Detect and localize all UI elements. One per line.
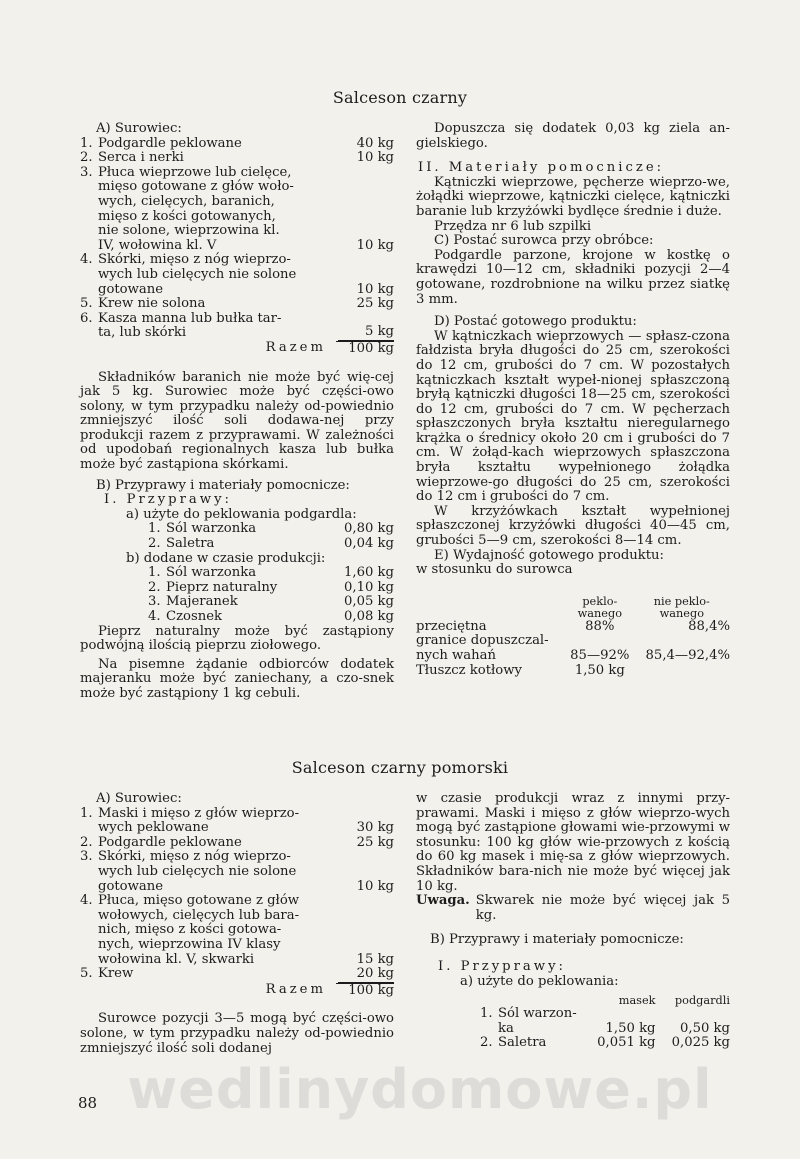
item-number: 3. <box>148 594 161 610</box>
table-cell: 0,025 kg <box>671 1035 730 1051</box>
section-title: Salceson czarny <box>332 88 468 107</box>
item-text <box>98 253 338 297</box>
item-text <box>98 967 338 982</box>
item-line: Maski i mięso z głów wieprzo- <box>98 805 300 821</box>
przyprawy-heading: B) Przyprawy i materiały pomocnicze: <box>430 932 684 948</box>
spice-item <box>80 610 394 625</box>
item-text <box>98 297 338 312</box>
table-cell: 0,50 kg <box>680 1020 730 1036</box>
spice-item <box>80 537 394 552</box>
item-number: 4. <box>80 252 93 268</box>
razem-row <box>80 341 394 357</box>
item-text <box>98 836 338 851</box>
item-line: Podgardle peklowane <box>98 135 242 151</box>
item-value: 15 kg <box>356 951 394 967</box>
item-value: 10 kg <box>356 237 394 253</box>
paragraph: Kątniczki wieprzowe, pęcherze wieprzo-we, żołądki wieprzowe, kątniczki cielęce, kątniczki baranie lub krzyżówki bydlęce średnie i duże. <box>416 174 730 219</box>
item-line: Płuca, mięso gotowane z głów <box>98 893 300 909</box>
column-header: masek <box>618 994 656 1008</box>
table-cell <box>634 664 730 679</box>
column-header: nie peklo- wanego <box>653 594 710 620</box>
item-line: wych lub cielęcych nie solone <box>98 863 297 879</box>
paragraph: W kątniczkach wieprzowych — spłasz-czona fałdzista bryła długości do 25 cm, szerokości do 12 cm, grubości do 7 cm. W pozostałych kątniczkach kształt wypeł-nionej spłaszczoną bryłą kątniczki długości 18—25 cm, szerokości do 12 cm, grubości do 7 cm. W pęcherzach spłaszczonych bryła kształtu nieregularnego krążka o średnicy około 20 cm i grubości do 7 cm. W żołąd-kach wieprzowych spłaszczona bryła kształtu wypełnionego żołądka wieprzowe-go długości do 25 cm, szerokości do 12 cm i grubości do 7 cm. <box>416 328 730 505</box>
item-value: 20 kg <box>338 967 394 983</box>
item-number: 5. <box>80 296 93 312</box>
item-number: 2. <box>80 150 93 166</box>
item-text <box>98 137 338 152</box>
item-number: 6. <box>80 310 93 326</box>
item-text: Saletra <box>166 536 215 552</box>
item-line: IV, wołowina kl. V <box>98 237 217 253</box>
przyprawy-subheading: I. Przyprawy: <box>104 492 232 508</box>
item-line: nich, mięso z kości gotowa- <box>98 922 282 938</box>
item-number: 1. <box>148 521 161 537</box>
column-header: podgardli <box>674 994 730 1008</box>
item-value: 10 kg <box>356 150 394 166</box>
item-value: 5 kg <box>338 325 394 341</box>
item-line: Płuca wieprzowe lub cielęce, <box>98 164 292 180</box>
item-text <box>98 166 338 254</box>
item-text <box>98 312 338 341</box>
table-row <box>416 620 730 635</box>
section1-right-column <box>416 122 730 678</box>
table-cell: 88% <box>585 618 615 634</box>
item-number: 2. <box>480 1035 493 1051</box>
item-line: mięso z kości gotowanych, <box>98 208 276 224</box>
list-item <box>80 850 394 894</box>
paragraph: Pieprz naturalny może być zastąpiony podwójną ilością pieprzu ziołowego. <box>80 623 394 654</box>
peklowanie-subheading: a) użyte do peklowania: <box>460 973 619 989</box>
uwaga-label: Uwaga. <box>416 893 470 909</box>
item-number: 1. <box>148 565 161 581</box>
materialy-heading: II. Materiały pomocnicze: <box>418 160 665 176</box>
table-row <box>416 664 730 679</box>
surowiec-heading: A) Surowiec: <box>96 791 182 806</box>
section2-left-column <box>80 792 394 1056</box>
table-cell: 1,50 kg <box>574 662 625 678</box>
page-number: 88 <box>78 1094 98 1112</box>
item-value: 40 kg <box>356 135 394 151</box>
przyprawy-subheading: I. Przyprawy: <box>438 958 566 974</box>
item-number: 3. <box>80 164 93 180</box>
item-value: 0,04 kg <box>344 536 394 552</box>
paragraph: Surowce pozycji 3—5 mogą być części-owo solone, w tym przypadku należy od-powiednio zmniejszyć ilość soli dodanej <box>80 1011 394 1056</box>
item-line: Krew <box>98 966 134 982</box>
wydajnosc-subheading: w stosunku do surowca <box>416 562 573 578</box>
item-value: 10 kg <box>356 878 394 894</box>
list-item <box>80 151 394 166</box>
item-number: 2. <box>148 579 161 595</box>
item-number: 5. <box>80 966 93 982</box>
item-value: 30 kg <box>356 820 394 836</box>
list-item <box>80 253 394 297</box>
item-line: Podgardle peklowane <box>98 834 242 850</box>
spice-table <box>416 995 730 1051</box>
spice-item <box>80 522 394 537</box>
spice-item <box>80 581 394 596</box>
paragraph: Podgardle parzone, krojone w kostkę o krawędzi 10—12 cm, składniki pozycji 2—4 gotowane, rozdrobnione na wilku przez siatkę 3 mm. <box>416 247 730 307</box>
item-line: Kasza manna lub bułka tar- <box>98 310 282 326</box>
watermark: wedlinydomowe.pl <box>127 1058 713 1121</box>
table-cell: przeciętna <box>416 618 487 634</box>
wydajnosc-heading: E) Wydajność gotowego produktu: <box>434 547 664 563</box>
section1-left-column <box>80 122 394 702</box>
list-item <box>80 894 394 967</box>
paragraph: Dopuszcza się dodatek 0,03 kg ziela an-gielskiego. <box>416 121 730 151</box>
postac-surowca-heading: C) Postać surowca przy obróbce: <box>434 233 654 249</box>
list-item <box>80 807 394 836</box>
uwaga-text: Skwarek nie może być więcej jak 5 kg. <box>475 893 730 923</box>
item-number: 3. <box>80 849 93 865</box>
spice-item <box>80 595 394 610</box>
table-cell: Tłuszcz kotłowy <box>416 662 522 678</box>
item-value: 1,60 kg <box>344 565 394 581</box>
yield-table <box>416 596 730 678</box>
table-cell: granice dopuszczal- nych wahań <box>416 633 549 663</box>
item-text <box>98 850 338 894</box>
item-text: Saletra <box>498 1035 547 1051</box>
item-line: nych, wieprzowina IV klasy <box>98 936 281 952</box>
uwaga-row <box>416 894 730 923</box>
item-line: Skórki, mięso z nóg wieprzo- <box>98 849 291 865</box>
item-text <box>98 151 338 166</box>
przyprawy-heading: B) Przyprawy i materiały pomocnicze: <box>96 477 350 493</box>
item-line: Skórki, mięso z nóg wieprzo- <box>98 252 291 268</box>
razem-label: Razem <box>265 981 326 997</box>
spice-item <box>80 566 394 581</box>
razem-value: 100 kg <box>336 341 394 357</box>
item-line: nie solone, wieprzowina kl. <box>98 223 280 239</box>
item-number: 1. <box>80 135 93 151</box>
table-row <box>416 1007 730 1036</box>
item-line: gotowane <box>98 878 164 894</box>
list-item <box>80 836 394 851</box>
item-line: wołowych, cielęcych lub bara- <box>98 907 300 923</box>
item-text: Czosnek <box>166 609 223 624</box>
paragraph: Przędza nr 6 lub szpilki <box>434 218 592 234</box>
item-text <box>98 807 338 836</box>
item-number: 4. <box>148 609 161 624</box>
paragraph: Na pisemne żądanie odbiorców dodatek majeranku może być zaniechany, a czo-snek może być zastąpiony 1 kg cebuli. <box>80 656 394 701</box>
item-number: 1. <box>80 805 93 821</box>
item-number: 4. <box>80 893 93 909</box>
item-number: 2. <box>148 536 161 552</box>
razem-value: 100 kg <box>336 983 394 999</box>
paragraph: W krzyżówkach kształt wypełnionej spłaszczonej krzyżówki długości 40—45 cm, grubości 5—9 cm, szerokości 8—14 cm. <box>416 503 730 549</box>
column-header: peklo- wanego <box>577 594 623 620</box>
item-value: 25 kg <box>356 296 394 312</box>
list-item <box>80 967 394 983</box>
razem-row <box>80 983 394 999</box>
table-cell: 85—92% <box>570 648 630 663</box>
item-line: Krew nie solona <box>98 296 206 312</box>
postac-produktu-heading: D) Postać gotowego produktu: <box>434 314 637 330</box>
item-text: Pieprz naturalny <box>166 579 278 595</box>
paragraph: w czasie produkcji wraz z innymi przy-prawami. Maski i mięso z głów wieprzo-wych mogą być zastąpione głowami wie-przowymi w stosunku: 100 kg głów wie-przowych z kością do 60 kg masek i mię-sa z głów wieprzowych. Składników bara-nich nie może być więcej jak 10 kg. <box>416 791 730 894</box>
item-value: 0,10 kg <box>344 579 394 595</box>
table-cell: 88,4% <box>688 618 730 634</box>
table-row <box>416 1036 730 1051</box>
item-text: Sól warzon- ka <box>498 1006 577 1036</box>
table-cell <box>416 1007 586 1036</box>
item-text <box>98 894 338 967</box>
section2-right-column <box>416 792 730 1051</box>
list-item <box>80 297 394 312</box>
paragraph: Składników baranich nie może być wię-cej jak 5 kg. Surowiec może być części-owo solony, w tym przypadku należy od-powiednio zmniejszyć ilość soli dodawa-nej przy produkcji razem z przyprawami. W zależności od upodobań regionalnych kasza lub bułka może być zastąpiona skórkami. <box>80 369 394 473</box>
item-value: 0,05 kg <box>344 594 394 610</box>
section-title: Salceson czarny pomorski <box>291 758 509 777</box>
list-item <box>80 166 394 254</box>
item-value: 10 kg <box>356 281 394 297</box>
item-text: Majeranek <box>166 594 238 610</box>
table-cell: 0,051 kg <box>597 1035 656 1051</box>
item-line: mięso gotowane z głów woło- <box>98 179 294 195</box>
item-value: 25 kg <box>356 834 394 850</box>
item-value: 0,80 kg <box>344 521 394 537</box>
item-value: 0,08 kg <box>344 609 394 624</box>
item-line: ta, lub skórki <box>98 325 187 341</box>
item-line: wych lub cielęcych nie solone <box>98 266 297 282</box>
item-text: Sól warzonka <box>166 565 257 581</box>
list-item <box>80 312 394 341</box>
item-line: wych peklowane <box>98 820 209 836</box>
table-row <box>416 634 730 663</box>
table-cell <box>416 1036 586 1051</box>
item-line: Serca i nerki <box>98 150 184 166</box>
item-line: wołowina kl. V, skwarki <box>98 951 255 967</box>
razem-label: Razem <box>265 339 326 355</box>
table-cell: 1,50 kg <box>605 1020 656 1036</box>
item-number: 2. <box>80 834 93 850</box>
produkcja-subheading: b) dodane w czasie produkcji: <box>126 550 326 566</box>
table-cell: 85,4—92,4% <box>645 648 730 663</box>
item-text: Sól warzonka <box>166 521 257 537</box>
item-number: 1. <box>480 1006 493 1022</box>
item-line: wych, cielęcych, baranich, <box>98 193 275 209</box>
surowiec-heading: A) Surowiec: <box>96 121 182 136</box>
peklowanie-subheading: a) użyte do peklowania podgardla: <box>126 506 357 522</box>
item-line: gotowane <box>98 281 164 297</box>
list-item <box>80 137 394 152</box>
